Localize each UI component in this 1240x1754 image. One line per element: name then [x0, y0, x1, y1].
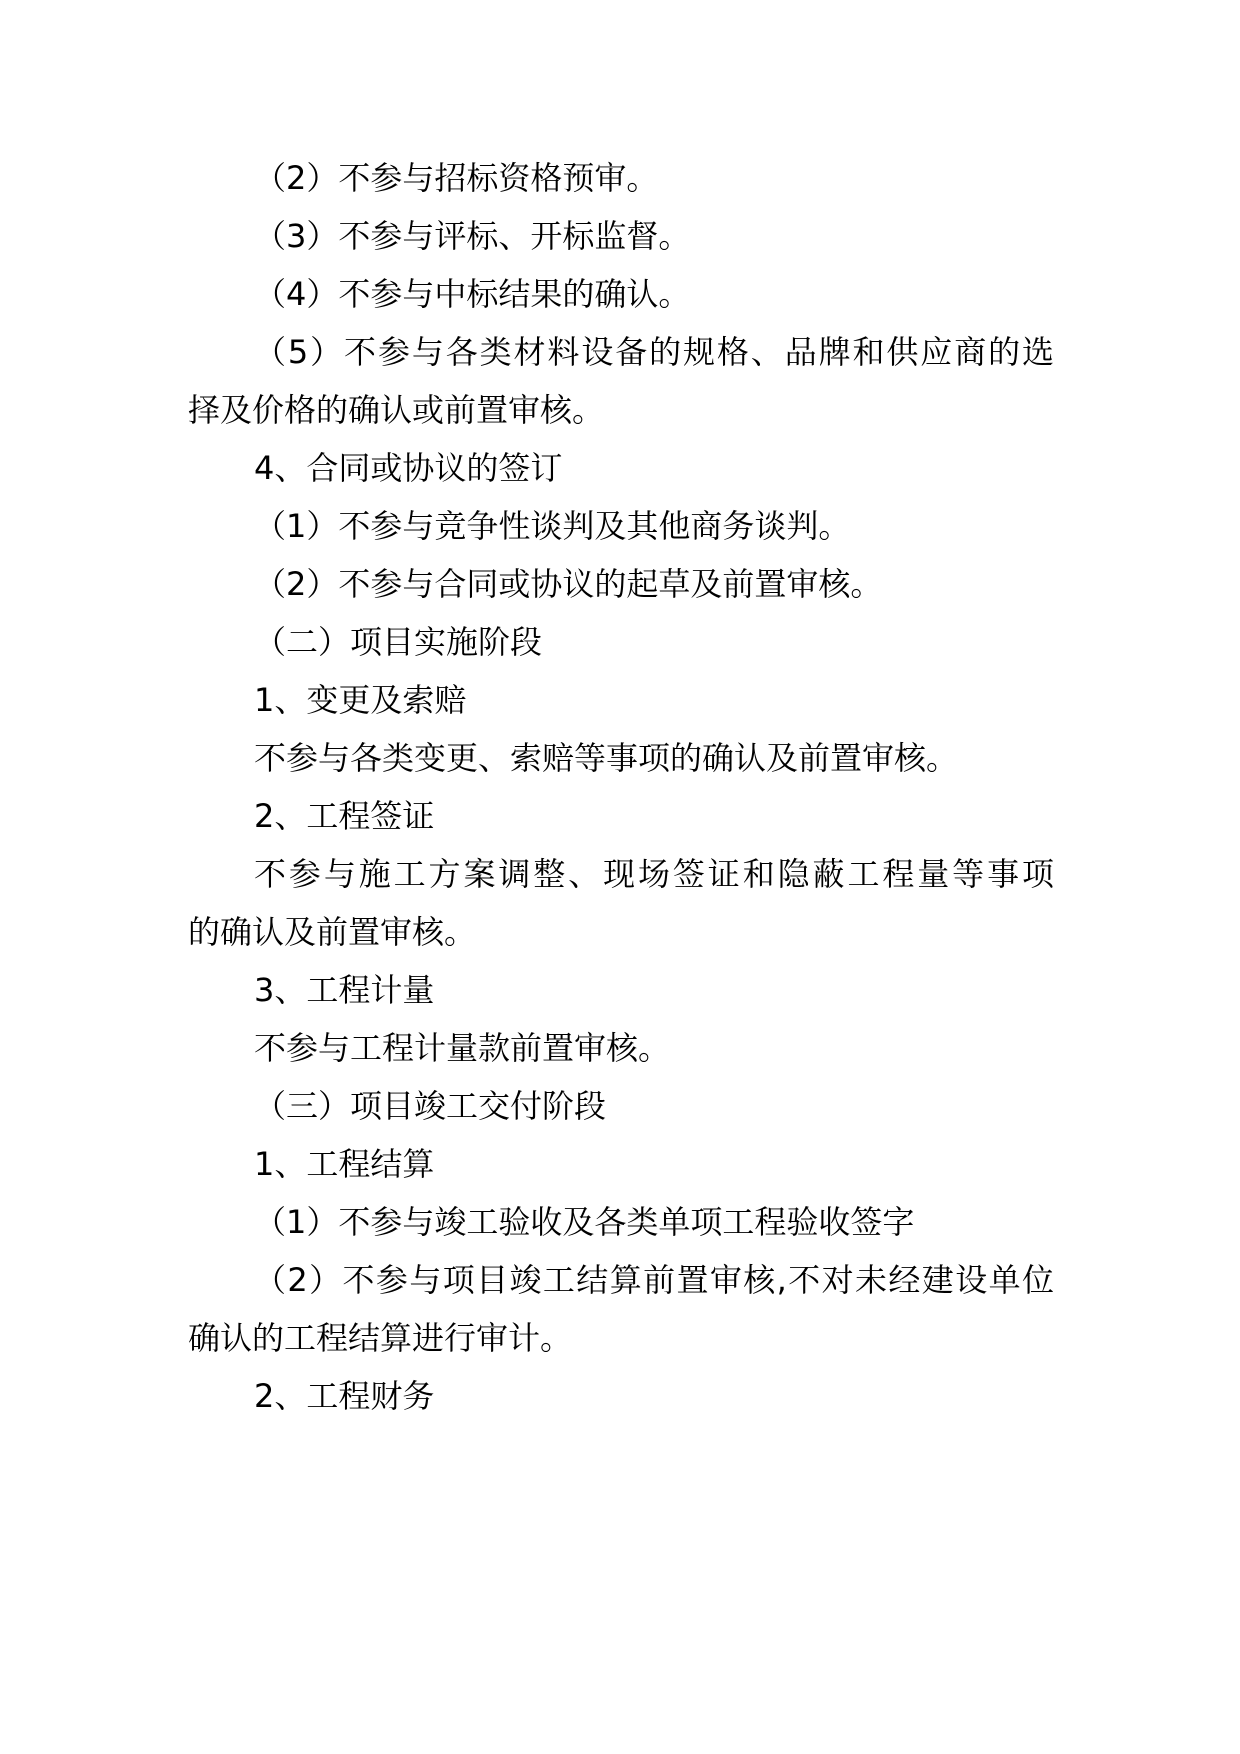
- item-2-contract-drafting: （2）不参与合同或协议的起草及前置审核。: [254, 565, 883, 603]
- heading-engineering-visa: 2、工程签证: [254, 797, 435, 835]
- item-1-acceptance: （1）不参与竣工验收及各类单项工程验收签字: [254, 1203, 915, 1241]
- item-4-winning-bid: （4）不参与中标结果的确认。: [254, 275, 691, 313]
- item-1-negotiation: （1）不参与竞争性谈判及其他商务谈判。: [254, 507, 851, 545]
- heading-settlement: 1、工程结算: [254, 1145, 435, 1183]
- heading-implementation-stage: （二）项目实施阶段: [254, 623, 543, 661]
- paragraph-visa-line1: 不参与施工方案调整、现场签证和隐蔽工程量等事项: [254, 855, 1054, 893]
- paragraph-changes-claims: 不参与各类变更、索赔等事项的确认及前置审核。: [254, 739, 959, 777]
- item-2-settlement-line2: 确认的工程结算进行审计。: [188, 1319, 573, 1357]
- heading-completion-stage: （三）项目竣工交付阶段: [254, 1087, 607, 1125]
- item-5-materials-line1: （5）不参与各类材料设备的规格、品牌和供应商的选: [254, 333, 1054, 371]
- item-2-prequalification: （2）不参与招标资格预审。: [254, 159, 659, 197]
- item-3-bid-evaluation: （3）不参与评标、开标监督。: [254, 217, 691, 255]
- paragraph-visa-line2: 的确认及前置审核。: [188, 913, 477, 951]
- item-2-settlement-line1: （2）不参与项目竣工结算前置审核,不对未经建设单位: [254, 1261, 1054, 1299]
- heading-measurement: 3、工程计量: [254, 971, 435, 1009]
- heading-finance: 2、工程财务: [254, 1377, 435, 1415]
- paragraph-measurement: 不参与工程计量款前置审核。: [254, 1029, 671, 1067]
- heading-changes-claims: 1、变更及索赔: [254, 681, 467, 719]
- item-5-materials-line2: 择及价格的确认或前置审核。: [188, 391, 605, 429]
- heading-contract-signing: 4、合同或协议的签订: [254, 449, 563, 487]
